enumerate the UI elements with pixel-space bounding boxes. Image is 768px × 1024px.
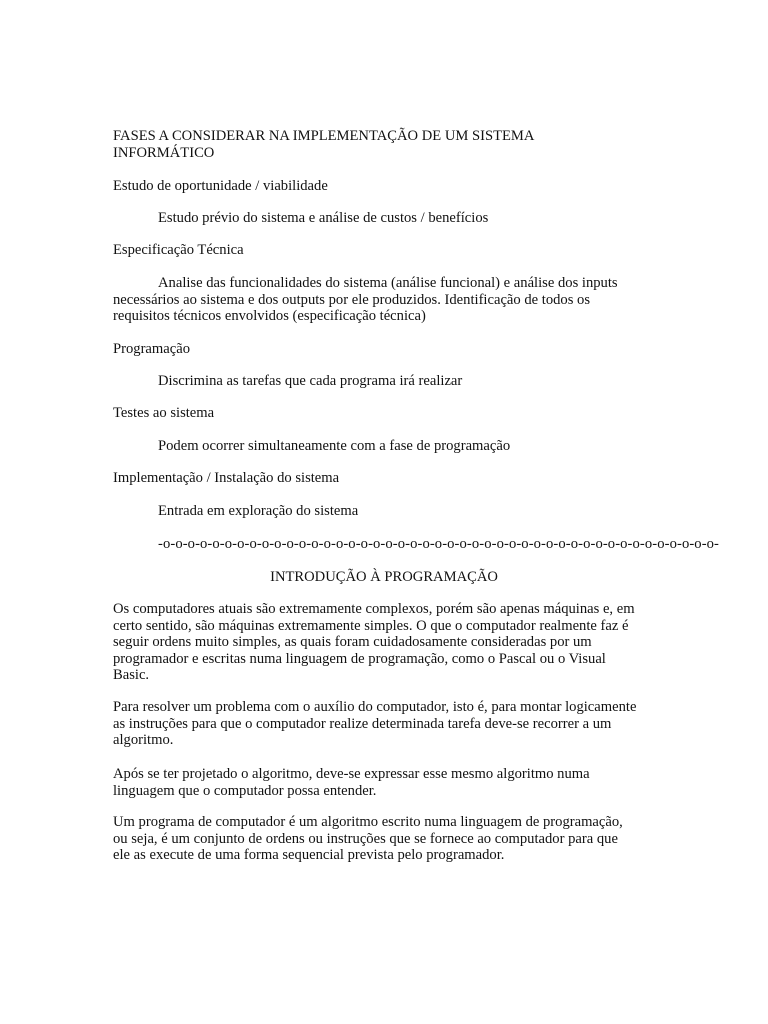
phase-description-programacao: Discrimina as tarefas que cada programa irá realizar xyxy=(158,373,463,389)
phase-heading-testes: Testes ao sistema xyxy=(113,405,215,421)
phase-heading-programacao: Programação xyxy=(113,341,190,357)
paragraph-1-line-4: programador e escritas numa linguagem de programação, como o Pascal ou o Visual xyxy=(113,650,606,667)
phase-description-especificacao xyxy=(113,275,618,325)
phase-description-especificacao-line-2: necessários ao sistema e dos outputs por ele produzidos. Identificação de todos os xyxy=(113,291,591,308)
paragraph-2 xyxy=(113,699,636,749)
paragraph-4-line-2: ou seja, é um conjunto de ordens ou instruções que se fornece ao computador para que xyxy=(113,830,618,847)
paragraph-1-line-3: seguir ordens muito simples, as quais foram cuidadosamente consideradas por um xyxy=(113,634,592,650)
document-title-line-1: FASES A CONSIDERAR NA IMPLEMENTAÇÃO DE UM SISTEMA xyxy=(113,128,535,144)
paragraph-3-line-1: Após se ter projetado o algoritmo, deve-se expressar esse mesmo algoritmo numa xyxy=(113,766,590,782)
paragraph-1-line-2: certo sentido, são máquinas extremamente simples. O que o computador realmente faz é xyxy=(113,617,629,634)
phase-description-especificacao-line-1: Analise das funcionalidades do sistema (análise funcional) e análise dos inputs xyxy=(158,275,618,291)
paragraph-1-line-1: Os computadores atuais são extremamente complexos, porém são apenas máquinas e, em xyxy=(113,601,635,617)
paragraph-3 xyxy=(113,766,590,799)
phase-description-implementacao: Entrada em exploração do sistema xyxy=(158,503,359,519)
paragraph-2-line-2: as instruções para que o computador realize determinada tarefa deve-se recorrer a um xyxy=(113,715,612,732)
paragraph-1 xyxy=(113,601,635,684)
phase-description-testes: Podem ocorrer simultaneamente com a fase de programação xyxy=(158,438,511,454)
paragraph-4-line-3: ele as execute de uma forma sequencial prevista pelo programador. xyxy=(113,847,505,863)
phase-heading-especificacao: Especificação Técnica xyxy=(113,242,244,258)
section-separator: -o-o-o-o-o-o-o-o-o-o-o-o-o-o-o-o-o-o-o-o-o-o-o-o-o-o-o-o-o-o-o-o-o-o-o-o-o-o-o-o-o-o-o-o-o- xyxy=(158,536,720,552)
phase-heading-implementacao: Implementação / Instalação do sistema xyxy=(113,470,340,486)
phase-description-oportunidade: Estudo prévio do sistema e análise de custos / benefícios xyxy=(158,210,489,226)
section-title: INTRODUÇÃO À PROGRAMAÇÃO xyxy=(270,569,498,585)
phase-heading-oportunidade: Estudo de oportunidade / viabilidade xyxy=(113,178,328,194)
paragraph-3-line-2: linguagem que o computador possa entender. xyxy=(113,782,377,799)
document-title xyxy=(113,128,534,161)
paragraph-2-line-3: algoritmo. xyxy=(113,732,174,748)
paragraph-4-line-1: Um programa de computador é um algoritmo escrito numa linguagem de programação, xyxy=(113,814,623,830)
paragraph-1-line-5: Basic. xyxy=(113,667,150,683)
document-title-line-2: INFORMÁTICO xyxy=(113,144,215,161)
phase-description-especificacao-line-3: requisitos técnicos envolvidos (especificação técnica) xyxy=(113,308,426,324)
paragraph-4 xyxy=(113,814,623,864)
paragraph-2-line-1: Para resolver um problema com o auxílio do computador, isto é, para montar logicamente xyxy=(113,699,637,715)
